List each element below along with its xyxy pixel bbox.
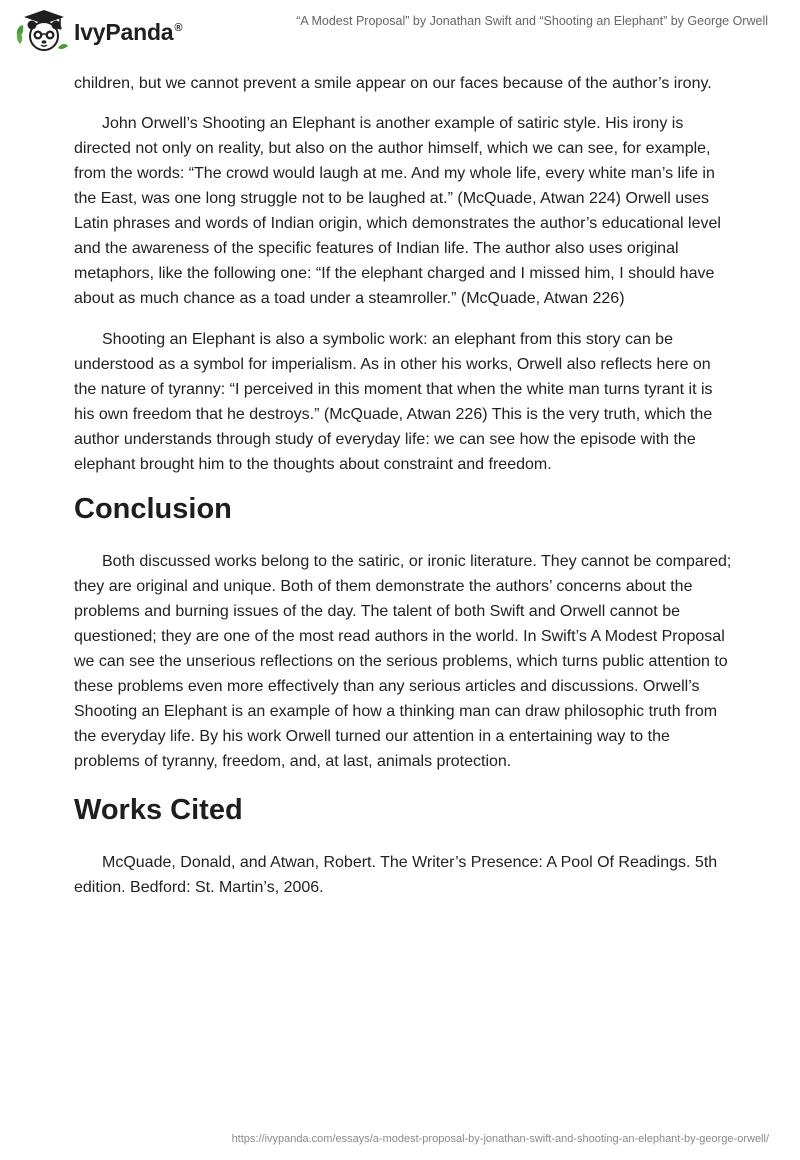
paragraph-conclusion: Both discussed works belong to the satiric, or ironic literature. They cannot be compared; they are original and unique. Both of them demonstrate the authors’ concerns about the problems and burning issues of the day. The talent of both Swift and Orwell cannot be questioned; they are one of the most read authors in the world. In Swift’s A Modest Proposal we can see the unserious reflections on the serious problems, which turns public attention to these problems even more effectively than any serious articles and discussions. Orwell’s Shooting an Elephant is an example of how a thinking man can draw philosophic truth from the everyday life. By his work Orwell turned our attention in a entertaining way to the problems of tyranny, freedom, and, at last, animals protection. <box>74 553 732 770</box>
page-header <box>0 0 800 60</box>
citation-entry: McQuade, Donald, and Atwan, Robert. The Writer’s Presence: A Pool Of Readings. 5th edition. Bedford: St. Martin’s, 2006. <box>74 854 718 896</box>
logo-wordmark: IvyPanda® <box>74 18 183 45</box>
registered-mark: ® <box>174 21 183 34</box>
heading-works-cited: Works Cited <box>74 794 243 826</box>
heading-conclusion: Conclusion <box>74 493 232 525</box>
panda-graduate-icon <box>14 8 70 54</box>
paragraph-orwell-irony: John Orwell’s Shooting an Elephant is another example of satiric style. His irony is directed not only on reality, but also on the author himself, which we can see, for example, from the words: “The crowd would laugh at me. And my whole life, every white man’s life in the East, was one long struggle not to be laughed at.” (McQuade, Atwan 224) Orwell uses Latin phrases and words of Indian origin, which demonstrates the author’s educational level and the awareness of the specific features of Indian life. The author also uses original metaphors, like the following one: “If the elephant charged and I missed him, I should have about as much chance as a toad under a steamroller.” (McQuade, Atwan 226) <box>74 115 721 307</box>
paragraph-continued: children, but we cannot prevent a smile appear on our faces because of the author’s irony. <box>74 75 712 92</box>
paragraph-symbolic-work: Shooting an Elephant is also a symbolic work: an elephant from this story can be understood as a symbol for imperialism. As in other his works, Orwell also reflects here on the nature of tyranny: “I perceived in this moment that when the white man turns tyrant it is his own freedom that he destroys.” (McQuade, Atwan 226) This is the very truth, which the author understands through study of everyday life: we can see how the episode with the elephant brought him to the thoughts about constraint and freedom. <box>74 331 713 473</box>
source-url[interactable]: https://ivypanda.com/essays/a-modest-proposal-by-jonathan-swift-and-shooting-an-elephant-by-george-orwell/ <box>231 1133 769 1145</box>
ivypanda-logo[interactable] <box>14 8 182 54</box>
document-title: “A Modest Proposal” by Jonathan Swift and “Shooting an Elephant” by George Orwell <box>296 14 768 28</box>
essay-content <box>74 71 734 900</box>
